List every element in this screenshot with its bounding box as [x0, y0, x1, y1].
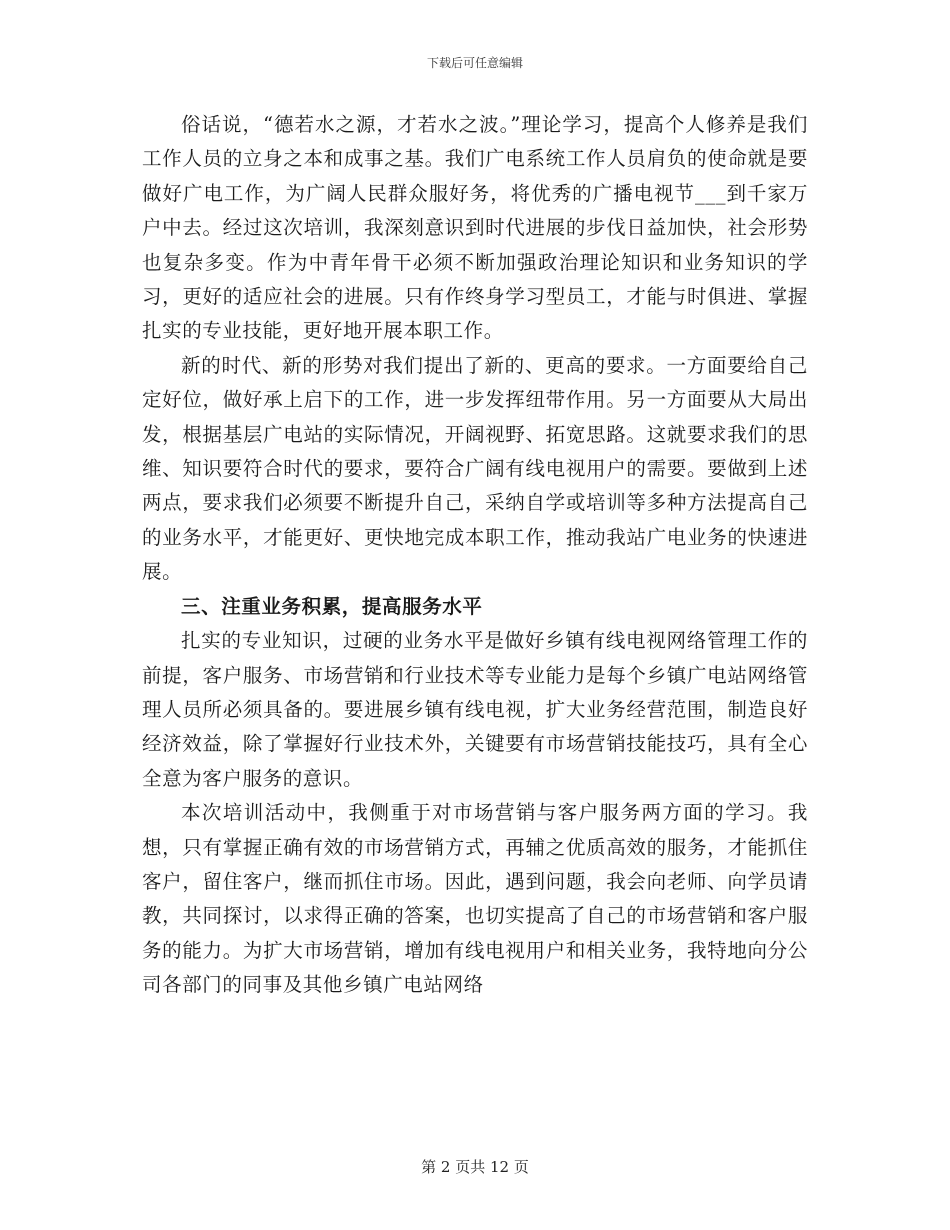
page-header: 下载后可任意编辑 — [426, 56, 523, 70]
paragraph-3: 扎实的专业知识，过硬的业务水平是做好乡镇有线电视网络管理工作的前提，客户服务、市场营销和行业技术等专业能力是每个乡镇广电站网络管理人员所必须具备的。要进展乡镇有线电视，扩大业务经营范围，制造良好经济效益，除了掌握好行业技术外，关键要有市场营销技能技巧，具有全心全意为客户服务的意识。 — [142, 629, 808, 790]
paragraph-2: 新的时代、新的形势对我们提出了新的、更高的要求。一方面要给自己定好位，做好承上启下的工作，进一步发挥纽带作用。另一方面要从大局出发，根据基层广电站的实际情况，开阔视野、拓宽思路。这就要求我们的思维、知识要符合时代的要求，要符合广阔有线电视用户的需要。要做到上述两点，要求我们必须要不断提升自己，采纳自学或培训等多种方法提高自己的业务水平，才能更好、更快地完成本职工作，推动我站广电业务的快速进展。 — [142, 353, 808, 584]
document-body — [142, 108, 808, 1003]
paragraph-4: 本次培训活动中，我侧重于对市场营销与客户服务两方面的学习。我想，只有掌握正确有效的市场营销方式，再辅之优质高效的服务，才能抓住客户，留住客户，继而抓住市场。因此，遇到问题，我会向老师、向学员请教，共同探讨，以求得正确的答案，也切实提高了自己的市场营销和客户服务的能力。为扩大市场营销，增加有线电视用户和相关业务，我特地向分公司各部门的同事及其他乡镇广电站网络 — [142, 801, 808, 997]
section-heading-3: 三、注重业务积累，提高服务水平 — [181, 594, 483, 618]
paragraph-1: 俗话说，“德若水之源，才若水之波。”理论学习，提高个人修养是我们工作人员的立身之本和成事之基。我们广电系统工作人员肩负的使命就是要做好广电工作，为广阔人民群众服好务，将优秀的广播电视节___到千家万户中去。经过这次培训，我深刻意识到时代进展的步伐日益加快，社会形势也复杂多变。作为中青年骨干必须不断加强政治理论知识和业务知识的学习，更好的适应社会的进展。只有作终身学习型员工，才能与时俱进、掌握扎实的专业技能，更好地开展本职工作。 — [142, 113, 808, 343]
page-number: 第 2 页共 12 页 — [421, 1158, 529, 1176]
